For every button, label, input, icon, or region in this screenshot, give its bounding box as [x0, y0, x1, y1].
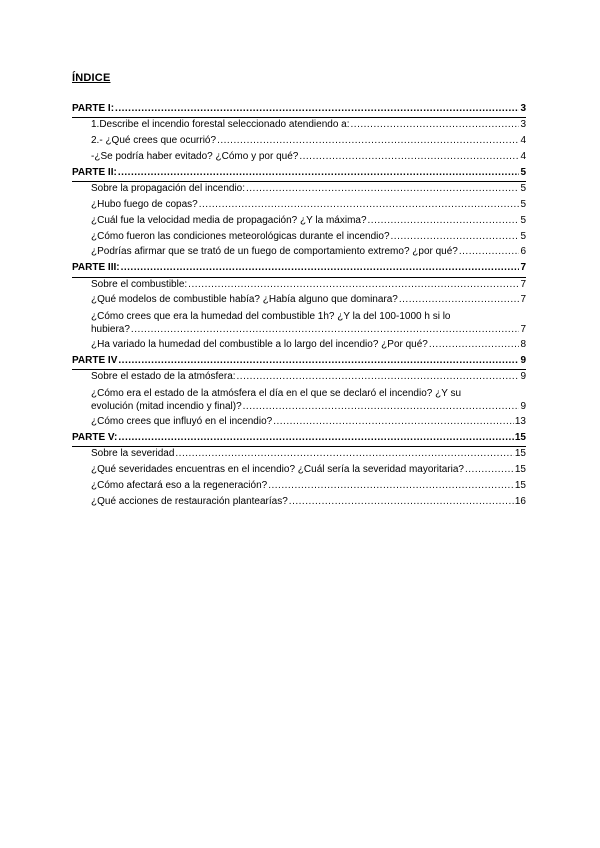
toc-page-number: 8 — [520, 339, 526, 351]
toc-page-number: 9 — [520, 401, 526, 413]
toc-entry-text: ¿Hubo fuego de copas? — [91, 198, 198, 210]
toc-entry-text: ¿Qué modelos de combustible había? ¿Había alguno que dominara? — [91, 294, 398, 306]
toc-entry[interactable] — [72, 338, 526, 354]
toc-entry[interactable] — [72, 370, 526, 386]
toc-entry[interactable] — [72, 386, 526, 415]
toc-page-number: 13 — [514, 416, 526, 428]
toc-entry[interactable] — [72, 447, 526, 463]
toc-entry[interactable] — [72, 198, 526, 214]
toc-entry-text: Sobre el combustible: — [91, 278, 188, 290]
toc-entry-text-continued: hubiera? — [91, 324, 130, 336]
toc-page-number: 7 — [520, 278, 526, 290]
toc-page-number: 5 — [520, 230, 526, 242]
toc-entry[interactable] — [72, 415, 526, 431]
toc-entry-text: Sobre el estado de la atmósfera: — [91, 371, 236, 383]
toc-page-number: 4 — [520, 150, 526, 162]
table-of-contents — [72, 102, 526, 511]
toc-entry-text: PARTE V: — [72, 431, 118, 443]
toc-page-number: 7 — [520, 294, 526, 306]
toc-entry[interactable] — [72, 230, 526, 246]
toc-page-number: 6 — [520, 246, 526, 258]
toc-entry-text: PARTE III: — [72, 262, 120, 274]
toc-entry-text: PARTE II: — [72, 166, 117, 178]
toc-entry-text: ¿Qué acciones de restauración plantearías? — [91, 495, 288, 507]
toc-page-number: 7 — [520, 324, 526, 336]
toc-entry[interactable] — [72, 309, 526, 338]
toc-page-number: 7 — [520, 262, 526, 274]
toc-page-number: 9 — [520, 371, 526, 383]
toc-entry[interactable] — [72, 214, 526, 230]
toc-page-number: 5 — [520, 183, 526, 195]
toc-page-number: 5 — [520, 166, 526, 178]
index-title: ÍNDICE — [72, 72, 111, 84]
toc-part-3[interactable] — [72, 261, 526, 277]
toc-part-4[interactable] — [72, 354, 526, 370]
toc-page-number: 9 — [520, 354, 526, 366]
toc-entry[interactable] — [72, 479, 526, 495]
toc-entry[interactable] — [72, 495, 526, 511]
toc-page-number: 5 — [520, 198, 526, 210]
toc-entry-text: ¿Cómo crees que era la humedad del combustible 1h? ¿Y la del 100-1000 h si lo — [91, 311, 451, 323]
toc-page-number: 4 — [520, 135, 526, 147]
toc-page-number: 3 — [520, 119, 526, 131]
toc-entry-text-continued: evolución (mitad incendio y final)? — [91, 401, 242, 413]
toc-entry-text: ¿Cómo era el estado de la atmósfera el día en el que se declaró el incendio? ¿Y su — [91, 388, 462, 400]
toc-entry-text: Sobre la propagación del incendio: — [91, 183, 245, 195]
toc-page-number: 16 — [514, 495, 526, 507]
toc-entry-text: ¿Ha variado la humedad del combustible a lo largo del incendio? ¿Por qué? — [91, 339, 428, 351]
toc-entry[interactable] — [72, 118, 526, 134]
toc-entry[interactable] — [72, 463, 526, 479]
toc-page-number: 3 — [520, 103, 526, 114]
toc-entry-text: ¿Cómo crees que influyó en el incendio? — [91, 416, 273, 428]
toc-page-number: 15 — [514, 431, 526, 443]
toc-entry-text: PARTE IV — [72, 354, 118, 366]
toc-entry-text: 2.- ¿Qué crees que ocurrió? — [91, 135, 217, 147]
toc-page-number: 5 — [520, 214, 526, 226]
toc-entry-text: ¿Cómo afectará eso a la regeneración? — [91, 479, 268, 491]
toc-entry[interactable] — [72, 278, 526, 294]
toc-page-number: 15 — [514, 448, 526, 460]
toc-entry[interactable] — [72, 182, 526, 198]
toc-part-2[interactable] — [72, 166, 526, 182]
toc-page-number: 15 — [514, 479, 526, 491]
toc-page-number: 15 — [514, 464, 526, 476]
toc-entry-text: PARTE I: — [72, 103, 115, 114]
toc-entry[interactable] — [72, 293, 526, 309]
toc-entry-text: ¿Qué severidades encuentras en el incendio? ¿Cuál sería la severidad mayoritaria? — [91, 464, 464, 476]
toc-entry[interactable] — [72, 150, 526, 166]
toc-entry-text: ¿Cómo fueron las condiciones meteorológicas durante el incendio? — [91, 230, 390, 242]
toc-entry-text: 1.Describe el incendio forestal seleccionado atendiendo a: — [91, 119, 350, 131]
toc-entry[interactable] — [72, 245, 526, 261]
toc-part-5[interactable] — [72, 431, 526, 447]
toc-entry-text: ¿Cuál fue la velocidad media de propagación? ¿Y la máxima? — [91, 214, 367, 226]
toc-entry-text: -¿Se podría haber evitado? ¿Cómo y por qué? — [91, 150, 299, 162]
toc-entry-text: Sobre la severidad — [91, 448, 175, 460]
toc-part-1[interactable] — [72, 102, 526, 118]
toc-entry[interactable] — [72, 134, 526, 150]
toc-entry-text: ¿Podrías afirmar que se trató de un fuego de comportamiento extremo? ¿por qué? — [91, 246, 458, 258]
